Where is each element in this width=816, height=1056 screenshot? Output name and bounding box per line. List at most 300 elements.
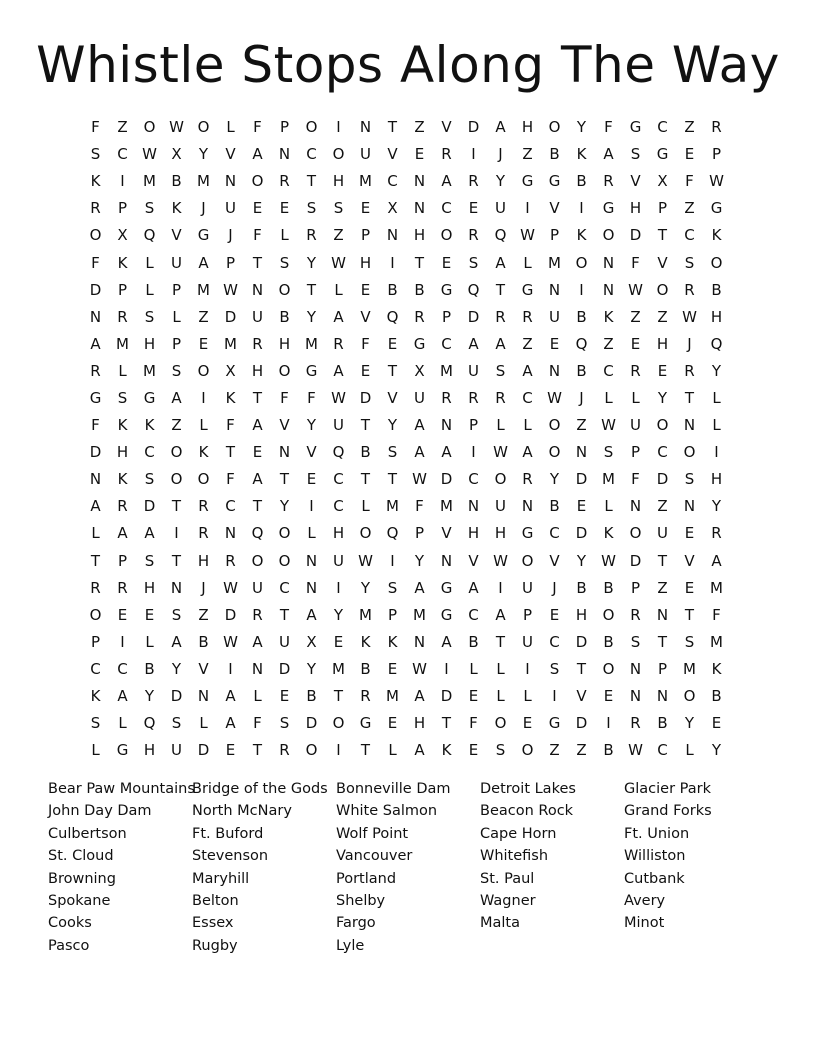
grid-letter[interactable]: Y <box>387 416 398 435</box>
grid-letter[interactable]: W <box>331 388 346 407</box>
grid-letter[interactable]: D <box>440 470 453 489</box>
grid-letter[interactable]: T <box>657 632 668 651</box>
grid-letter[interactable]: W <box>601 551 616 570</box>
grid-letter[interactable]: Y <box>306 253 317 272</box>
grid-letter[interactable]: U <box>252 307 263 326</box>
grid-letter[interactable]: C <box>603 361 614 380</box>
grid-letter[interactable]: C <box>117 145 128 164</box>
grid-letter[interactable]: U <box>171 253 182 272</box>
grid-letter[interactable]: X <box>306 632 317 651</box>
grid-letter[interactable]: R <box>495 307 506 326</box>
grid-letter[interactable]: O <box>170 443 183 462</box>
grid-letter[interactable]: C <box>333 470 344 489</box>
grid-letter[interactable]: S <box>387 443 398 462</box>
grid-letter[interactable]: A <box>603 145 614 164</box>
grid-letter[interactable]: K <box>144 416 155 435</box>
grid-letter[interactable]: T <box>279 605 290 624</box>
grid-letter[interactable]: A <box>252 416 263 435</box>
grid-letter[interactable]: B <box>171 172 182 191</box>
grid-letter[interactable]: O <box>278 361 291 380</box>
grid-letter[interactable]: A <box>522 361 533 380</box>
grid-letter[interactable]: S <box>684 470 695 489</box>
grid-letter[interactable]: S <box>306 199 317 218</box>
grid-letter[interactable]: Y <box>495 172 506 191</box>
grid-letter[interactable]: K <box>711 226 722 245</box>
grid-letter[interactable]: B <box>576 361 587 380</box>
grid-letter[interactable]: E <box>549 334 560 353</box>
grid-letter[interactable]: G <box>602 199 615 218</box>
grid-letter[interactable]: O <box>683 443 696 462</box>
grid-letter[interactable]: D <box>467 307 480 326</box>
grid-letter[interactable]: R <box>630 714 641 733</box>
grid-letter[interactable]: A <box>711 551 722 570</box>
grid-letter[interactable]: N <box>413 632 426 651</box>
grid-letter[interactable]: R <box>252 605 263 624</box>
grid-letter[interactable]: B <box>468 632 479 651</box>
grid-letter[interactable]: D <box>305 714 318 733</box>
grid-letter[interactable]: H <box>332 172 345 191</box>
grid-letter[interactable]: B <box>576 578 587 597</box>
grid-letter[interactable]: V <box>441 118 452 137</box>
grid-letter[interactable]: T <box>441 714 452 733</box>
grid-letter[interactable]: Y <box>711 741 722 760</box>
grid-letter[interactable]: C <box>333 497 344 516</box>
grid-letter[interactable]: D <box>143 497 156 516</box>
grid-letter[interactable]: A <box>495 605 506 624</box>
grid-letter[interactable]: O <box>143 118 156 137</box>
grid-letter[interactable]: E <box>630 334 641 353</box>
grid-letter[interactable]: N <box>251 280 264 299</box>
grid-letter[interactable]: R <box>684 280 695 299</box>
grid-letter[interactable]: O <box>332 714 345 733</box>
grid-letter[interactable]: W <box>709 172 724 191</box>
grid-letter[interactable]: Q <box>332 443 345 462</box>
grid-letter[interactable]: O <box>278 280 291 299</box>
grid-letter[interactable]: A <box>441 172 452 191</box>
grid-letter[interactable]: R <box>90 361 101 380</box>
grid-letter[interactable]: W <box>223 578 238 597</box>
grid-letter[interactable]: N <box>440 551 453 570</box>
grid-letter[interactable]: W <box>169 118 184 137</box>
grid-letter[interactable]: G <box>521 280 534 299</box>
grid-letter[interactable]: F <box>712 605 721 624</box>
grid-letter[interactable]: I <box>579 199 584 218</box>
grid-letter[interactable]: O <box>305 741 318 760</box>
grid-letter[interactable]: B <box>414 280 425 299</box>
grid-letter[interactable]: P <box>630 443 641 462</box>
grid-letter[interactable]: Y <box>576 551 587 570</box>
grid-letter[interactable]: I <box>309 497 314 516</box>
grid-letter[interactable]: R <box>198 497 209 516</box>
grid-letter[interactable]: O <box>521 551 534 570</box>
grid-letter[interactable]: B <box>711 687 722 706</box>
grid-letter[interactable]: M <box>710 632 723 651</box>
grid-letter[interactable]: Z <box>549 741 560 760</box>
grid-letter[interactable]: O <box>521 741 534 760</box>
grid-letter[interactable]: N <box>656 605 669 624</box>
grid-letter[interactable]: F <box>631 253 640 272</box>
grid-letter[interactable]: S <box>603 443 614 462</box>
grid-letter[interactable]: P <box>387 605 398 624</box>
grid-letter[interactable]: A <box>441 632 452 651</box>
grid-letter[interactable]: A <box>252 632 263 651</box>
grid-letter[interactable]: T <box>387 118 398 137</box>
grid-letter[interactable]: D <box>656 470 669 489</box>
grid-letter[interactable]: T <box>171 497 182 516</box>
grid-letter[interactable]: E <box>252 199 263 218</box>
grid-letter[interactable]: E <box>657 361 668 380</box>
grid-letter[interactable]: I <box>714 443 719 462</box>
grid-letter[interactable]: S <box>549 659 560 678</box>
grid-letter[interactable]: D <box>575 632 588 651</box>
grid-letter[interactable]: F <box>91 118 100 137</box>
grid-letter[interactable]: A <box>144 524 155 543</box>
grid-letter[interactable]: P <box>117 280 128 299</box>
grid-letter[interactable]: Y <box>306 659 317 678</box>
grid-letter[interactable]: H <box>197 551 210 570</box>
grid-letter[interactable]: L <box>496 687 505 706</box>
grid-letter[interactable]: A <box>468 578 479 597</box>
grid-letter[interactable]: Z <box>684 118 695 137</box>
grid-letter[interactable]: T <box>252 741 263 760</box>
grid-letter[interactable]: E <box>387 659 398 678</box>
grid-letter[interactable]: N <box>629 659 642 678</box>
grid-letter[interactable]: U <box>495 497 506 516</box>
grid-letter[interactable]: N <box>305 578 318 597</box>
grid-letter[interactable]: F <box>226 416 235 435</box>
grid-letter[interactable]: Y <box>279 497 290 516</box>
grid-letter[interactable]: U <box>549 307 560 326</box>
grid-letter[interactable]: H <box>413 226 426 245</box>
grid-letter[interactable]: N <box>89 470 102 489</box>
grid-letter[interactable]: B <box>603 632 614 651</box>
grid-letter[interactable]: P <box>117 551 128 570</box>
grid-letter[interactable]: N <box>683 497 696 516</box>
grid-letter[interactable]: R <box>90 199 101 218</box>
grid-letter[interactable]: C <box>468 470 479 489</box>
grid-letter[interactable]: K <box>90 687 101 706</box>
grid-letter[interactable]: M <box>116 334 129 353</box>
grid-letter[interactable]: F <box>226 470 235 489</box>
grid-letter[interactable]: T <box>171 551 182 570</box>
grid-letter[interactable]: Y <box>198 145 209 164</box>
grid-letter[interactable]: F <box>361 334 370 353</box>
grid-letter[interactable]: A <box>306 605 317 624</box>
grid-letter[interactable]: B <box>576 307 587 326</box>
grid-letter[interactable]: P <box>414 524 425 543</box>
grid-letter[interactable]: C <box>441 334 452 353</box>
grid-letter[interactable]: V <box>360 307 371 326</box>
grid-letter[interactable]: N <box>386 226 399 245</box>
grid-letter[interactable]: H <box>278 334 291 353</box>
grid-letter[interactable]: M <box>602 470 615 489</box>
grid-letter[interactable]: K <box>360 632 371 651</box>
grid-letter[interactable]: U <box>414 388 425 407</box>
grid-letter[interactable]: G <box>440 605 453 624</box>
grid-letter[interactable]: N <box>197 687 210 706</box>
grid-letter[interactable]: L <box>172 307 181 326</box>
grid-letter[interactable]: Y <box>414 551 425 570</box>
grid-letter[interactable]: M <box>143 361 156 380</box>
grid-letter[interactable]: K <box>225 388 236 407</box>
grid-letter[interactable]: K <box>576 145 587 164</box>
grid-letter[interactable]: Y <box>657 388 668 407</box>
grid-letter[interactable]: H <box>143 741 156 760</box>
grid-letter[interactable]: A <box>117 687 128 706</box>
grid-letter[interactable]: U <box>252 578 263 597</box>
grid-letter[interactable]: O <box>359 524 372 543</box>
grid-letter[interactable]: I <box>498 578 503 597</box>
grid-letter[interactable]: T <box>360 470 371 489</box>
grid-letter[interactable]: L <box>91 524 100 543</box>
grid-letter[interactable]: L <box>604 388 613 407</box>
grid-letter[interactable]: T <box>279 470 290 489</box>
grid-letter[interactable]: M <box>413 605 426 624</box>
grid-letter[interactable]: S <box>630 145 641 164</box>
grid-letter[interactable]: Y <box>576 118 587 137</box>
grid-letter[interactable]: L <box>145 253 154 272</box>
grid-letter[interactable]: Y <box>306 307 317 326</box>
grid-letter[interactable]: I <box>336 118 341 137</box>
grid-letter[interactable]: A <box>495 253 506 272</box>
grid-letter[interactable]: U <box>630 416 641 435</box>
grid-letter[interactable]: N <box>629 687 642 706</box>
grid-letter[interactable]: G <box>629 118 642 137</box>
grid-letter[interactable]: F <box>253 714 262 733</box>
grid-letter[interactable]: L <box>523 416 532 435</box>
grid-letter[interactable]: F <box>91 416 100 435</box>
grid-letter[interactable]: G <box>197 226 210 245</box>
grid-letter[interactable]: D <box>197 741 210 760</box>
grid-letter[interactable]: V <box>549 551 560 570</box>
grid-letter[interactable]: N <box>413 199 426 218</box>
grid-letter[interactable]: Y <box>144 687 155 706</box>
grid-letter[interactable]: E <box>414 145 425 164</box>
grid-letter[interactable]: F <box>280 388 289 407</box>
grid-letter[interactable]: Y <box>333 605 344 624</box>
grid-letter[interactable]: G <box>440 578 453 597</box>
grid-letter[interactable]: P <box>549 226 560 245</box>
grid-letter[interactable]: V <box>171 226 182 245</box>
grid-letter[interactable]: O <box>710 253 723 272</box>
grid-letter[interactable]: C <box>117 659 128 678</box>
grid-letter[interactable]: L <box>712 416 721 435</box>
grid-letter[interactable]: R <box>603 172 614 191</box>
grid-letter[interactable]: K <box>441 741 452 760</box>
grid-letter[interactable]: E <box>522 714 533 733</box>
grid-letter[interactable]: U <box>522 632 533 651</box>
grid-letter[interactable]: S <box>495 741 506 760</box>
grid-letter[interactable]: L <box>334 280 343 299</box>
grid-letter[interactable]: E <box>468 741 479 760</box>
grid-letter[interactable]: S <box>144 470 155 489</box>
grid-letter[interactable]: S <box>144 199 155 218</box>
grid-letter[interactable]: Z <box>657 307 668 326</box>
grid-letter[interactable]: H <box>710 307 723 326</box>
grid-letter[interactable]: A <box>90 497 101 516</box>
grid-letter[interactable]: H <box>494 524 507 543</box>
grid-letter[interactable]: R <box>117 307 128 326</box>
grid-letter[interactable]: K <box>603 307 614 326</box>
grid-letter[interactable]: J <box>201 199 206 218</box>
grid-letter[interactable]: N <box>413 172 426 191</box>
grid-letter[interactable]: G <box>305 361 318 380</box>
grid-letter[interactable]: N <box>440 416 453 435</box>
grid-letter[interactable]: I <box>471 145 476 164</box>
grid-letter[interactable]: D <box>575 524 588 543</box>
grid-letter[interactable]: M <box>386 497 399 516</box>
grid-letter[interactable]: O <box>197 118 210 137</box>
grid-letter[interactable]: K <box>117 416 128 435</box>
grid-letter[interactable]: T <box>360 741 371 760</box>
grid-letter[interactable]: L <box>118 714 127 733</box>
grid-letter[interactable]: N <box>467 497 480 516</box>
grid-letter[interactable]: L <box>199 714 208 733</box>
grid-letter[interactable]: Q <box>143 714 156 733</box>
grid-letter[interactable]: M <box>710 578 723 597</box>
grid-letter[interactable]: V <box>630 172 641 191</box>
grid-letter[interactable]: A <box>468 334 479 353</box>
grid-letter[interactable]: W <box>493 551 508 570</box>
grid-letter[interactable]: L <box>496 416 505 435</box>
grid-letter[interactable]: C <box>657 741 668 760</box>
grid-letter[interactable]: E <box>684 524 695 543</box>
grid-letter[interactable]: O <box>440 226 453 245</box>
grid-letter[interactable]: N <box>224 172 237 191</box>
grid-letter[interactable]: O <box>89 605 102 624</box>
grid-letter[interactable]: B <box>144 659 155 678</box>
grid-letter[interactable]: L <box>523 253 532 272</box>
grid-letter[interactable]: B <box>306 687 317 706</box>
grid-letter[interactable]: I <box>201 388 206 407</box>
grid-letter[interactable]: D <box>440 687 453 706</box>
grid-letter[interactable]: L <box>685 741 694 760</box>
grid-letter[interactable]: I <box>228 659 233 678</box>
grid-letter[interactable]: P <box>630 578 641 597</box>
grid-letter[interactable]: R <box>279 172 290 191</box>
grid-letter[interactable]: V <box>198 659 209 678</box>
grid-letter[interactable]: S <box>90 714 101 733</box>
grid-letter[interactable]: Q <box>386 524 399 543</box>
grid-letter[interactable]: A <box>522 443 533 462</box>
grid-letter[interactable]: I <box>444 659 449 678</box>
grid-letter[interactable]: L <box>307 524 316 543</box>
grid-letter[interactable]: L <box>712 388 721 407</box>
grid-letter[interactable]: L <box>253 687 262 706</box>
grid-letter[interactable]: H <box>521 118 534 137</box>
grid-letter[interactable]: A <box>333 361 344 380</box>
grid-letter[interactable]: C <box>441 199 452 218</box>
grid-letter[interactable]: Q <box>575 334 588 353</box>
grid-letter[interactable]: W <box>682 307 697 326</box>
grid-letter[interactable]: M <box>440 497 453 516</box>
grid-letter[interactable]: A <box>171 388 182 407</box>
grid-letter[interactable]: K <box>603 524 614 543</box>
grid-letter[interactable]: W <box>331 253 346 272</box>
grid-letter[interactable]: E <box>117 605 128 624</box>
grid-letter[interactable]: B <box>549 497 560 516</box>
grid-letter[interactable]: D <box>89 443 102 462</box>
grid-letter[interactable]: X <box>414 361 425 380</box>
grid-letter[interactable]: A <box>414 687 425 706</box>
grid-letter[interactable]: F <box>91 253 100 272</box>
grid-letter[interactable]: S <box>495 361 506 380</box>
grid-letter[interactable]: X <box>117 226 128 245</box>
grid-letter[interactable]: Y <box>684 714 695 733</box>
grid-letter[interactable]: V <box>576 687 587 706</box>
grid-letter[interactable]: E <box>360 199 371 218</box>
grid-letter[interactable]: R <box>441 145 452 164</box>
grid-letter[interactable]: S <box>630 632 641 651</box>
grid-letter[interactable]: A <box>441 443 452 462</box>
grid-letter[interactable]: L <box>118 361 127 380</box>
grid-letter[interactable]: V <box>441 524 452 543</box>
grid-letter[interactable]: D <box>359 388 372 407</box>
grid-letter[interactable]: A <box>171 632 182 651</box>
grid-letter[interactable]: S <box>117 388 128 407</box>
grid-letter[interactable]: V <box>684 551 695 570</box>
grid-letter[interactable]: F <box>469 714 478 733</box>
grid-letter[interactable]: H <box>116 443 129 462</box>
grid-letter[interactable]: W <box>493 443 508 462</box>
grid-letter[interactable]: C <box>306 145 317 164</box>
grid-letter[interactable]: Y <box>360 578 371 597</box>
grid-letter[interactable]: D <box>170 687 183 706</box>
grid-letter[interactable]: R <box>225 551 236 570</box>
grid-letter[interactable]: K <box>387 632 398 651</box>
grid-letter[interactable]: R <box>495 388 506 407</box>
grid-letter[interactable]: T <box>387 470 398 489</box>
grid-letter[interactable]: O <box>602 226 615 245</box>
grid-letter[interactable]: A <box>117 524 128 543</box>
grid-letter[interactable]: O <box>170 470 183 489</box>
grid-letter[interactable]: F <box>253 226 262 245</box>
grid-letter[interactable]: O <box>278 551 291 570</box>
grid-letter[interactable]: R <box>441 388 452 407</box>
grid-letter[interactable]: D <box>467 118 480 137</box>
grid-letter[interactable]: S <box>144 307 155 326</box>
grid-letter[interactable]: T <box>333 687 344 706</box>
grid-letter[interactable]: G <box>143 388 156 407</box>
grid-letter[interactable]: T <box>684 388 695 407</box>
grid-letter[interactable]: N <box>548 280 561 299</box>
grid-letter[interactable]: Z <box>414 118 425 137</box>
grid-letter[interactable]: E <box>468 687 479 706</box>
grid-letter[interactable]: H <box>332 524 345 543</box>
grid-letter[interactable]: Y <box>549 470 560 489</box>
grid-letter[interactable]: C <box>468 605 479 624</box>
grid-letter[interactable]: R <box>630 605 641 624</box>
grid-letter[interactable]: R <box>522 470 533 489</box>
grid-letter[interactable]: E <box>576 497 587 516</box>
grid-letter[interactable]: C <box>549 524 560 543</box>
grid-letter[interactable]: X <box>171 145 182 164</box>
grid-letter[interactable]: Z <box>522 334 533 353</box>
grid-letter[interactable]: A <box>495 118 506 137</box>
grid-letter[interactable]: O <box>575 253 588 272</box>
grid-letter[interactable]: E <box>549 605 560 624</box>
grid-letter[interactable]: V <box>387 388 398 407</box>
grid-letter[interactable]: I <box>390 253 395 272</box>
grid-letter[interactable]: T <box>414 253 425 272</box>
grid-letter[interactable]: A <box>225 687 236 706</box>
grid-letter[interactable]: B <box>711 280 722 299</box>
grid-letter[interactable]: E <box>684 578 695 597</box>
grid-letter[interactable]: J <box>201 578 206 597</box>
grid-letter[interactable]: O <box>305 118 318 137</box>
grid-letter[interactable]: R <box>252 334 263 353</box>
grid-letter[interactable]: N <box>656 687 669 706</box>
